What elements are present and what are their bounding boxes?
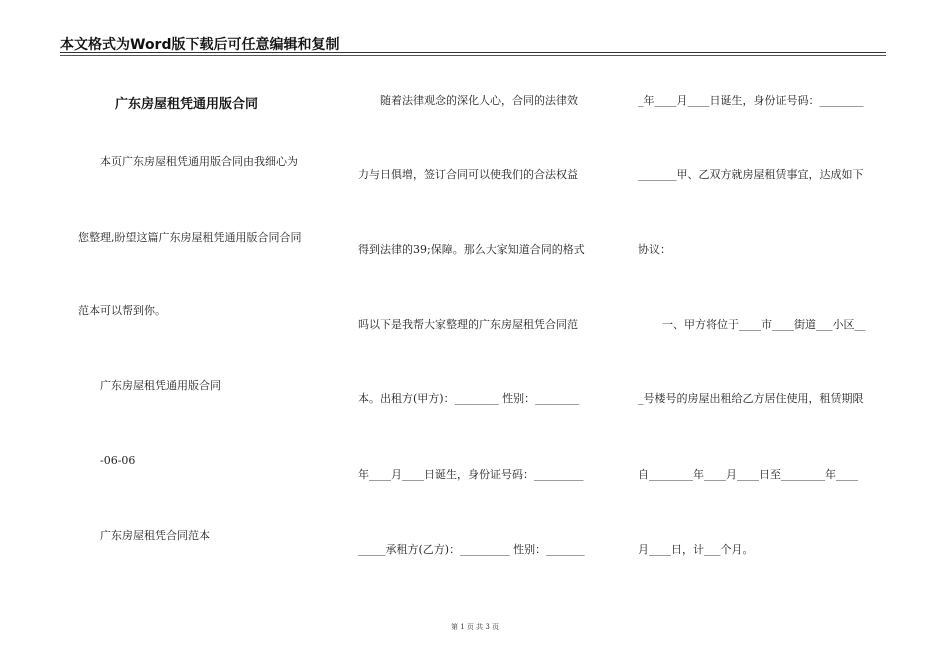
document-header: 本文格式为Word版下载后可任意编辑和复制 (60, 37, 340, 53)
header-rule-thin (60, 55, 886, 56)
col1-line-2: 您整理,盼望这篇广东房屋租凭通用版合同合同 (78, 231, 302, 244)
col3-line-4: 一、甲方将位于____市____街道___小区__ (662, 318, 866, 331)
col2-line-4: 吗以下是我帮大家整理的广东房屋租凭合同范 (358, 318, 578, 331)
col1-line-5: -06-06 (100, 454, 136, 467)
col2-line-7: _____承租方(乙方)：_________ 性别：_______ (358, 543, 585, 556)
col1-line-6: 广东房屋租凭合同范本 (100, 529, 210, 542)
col3-line-6: 自________年____月____日至________年____ (638, 468, 858, 481)
col3-line-2: _______甲、乙双方就房屋租赁事宜，达成如下 (638, 168, 864, 181)
col3-line-5: _号楼号的房屋出租给乙方居住使用，租赁期限 (638, 392, 864, 405)
col2-line-6: 年____月____日诞生，身份证号码：_________ (358, 468, 584, 481)
document-title: 广东房屋租凭通用版合同 (115, 97, 259, 112)
col2-line-3: 得到法律的39;保障。那么大家知道合同的格式 (358, 243, 585, 256)
col3-line-3: 协议： (638, 243, 671, 256)
header-rule-thick (60, 52, 886, 53)
col1-line-3: 范本可以帮到你。 (78, 304, 166, 317)
col3-line-1: _年____月____日诞生，身份证号码：________ (638, 94, 864, 107)
col3-line-7: 月____日，计___个月。 (638, 543, 754, 556)
col1-line-1: 本页广东房屋租凭通用版合同由我细心为 (100, 155, 298, 168)
page-number: 第 1 页 共 3 页 (450, 623, 500, 631)
col2-line-2: 力与日俱增，签订合同可以使我们的合法权益 (358, 168, 578, 181)
col2-line-1: 随着法律观念的深化人心，合同的法律效 (380, 94, 578, 107)
col1-line-4: 广东房屋租凭通用版合同 (100, 379, 221, 392)
col2-line-5: 本。出租方(甲方)：________ 性别：________ (358, 392, 580, 405)
